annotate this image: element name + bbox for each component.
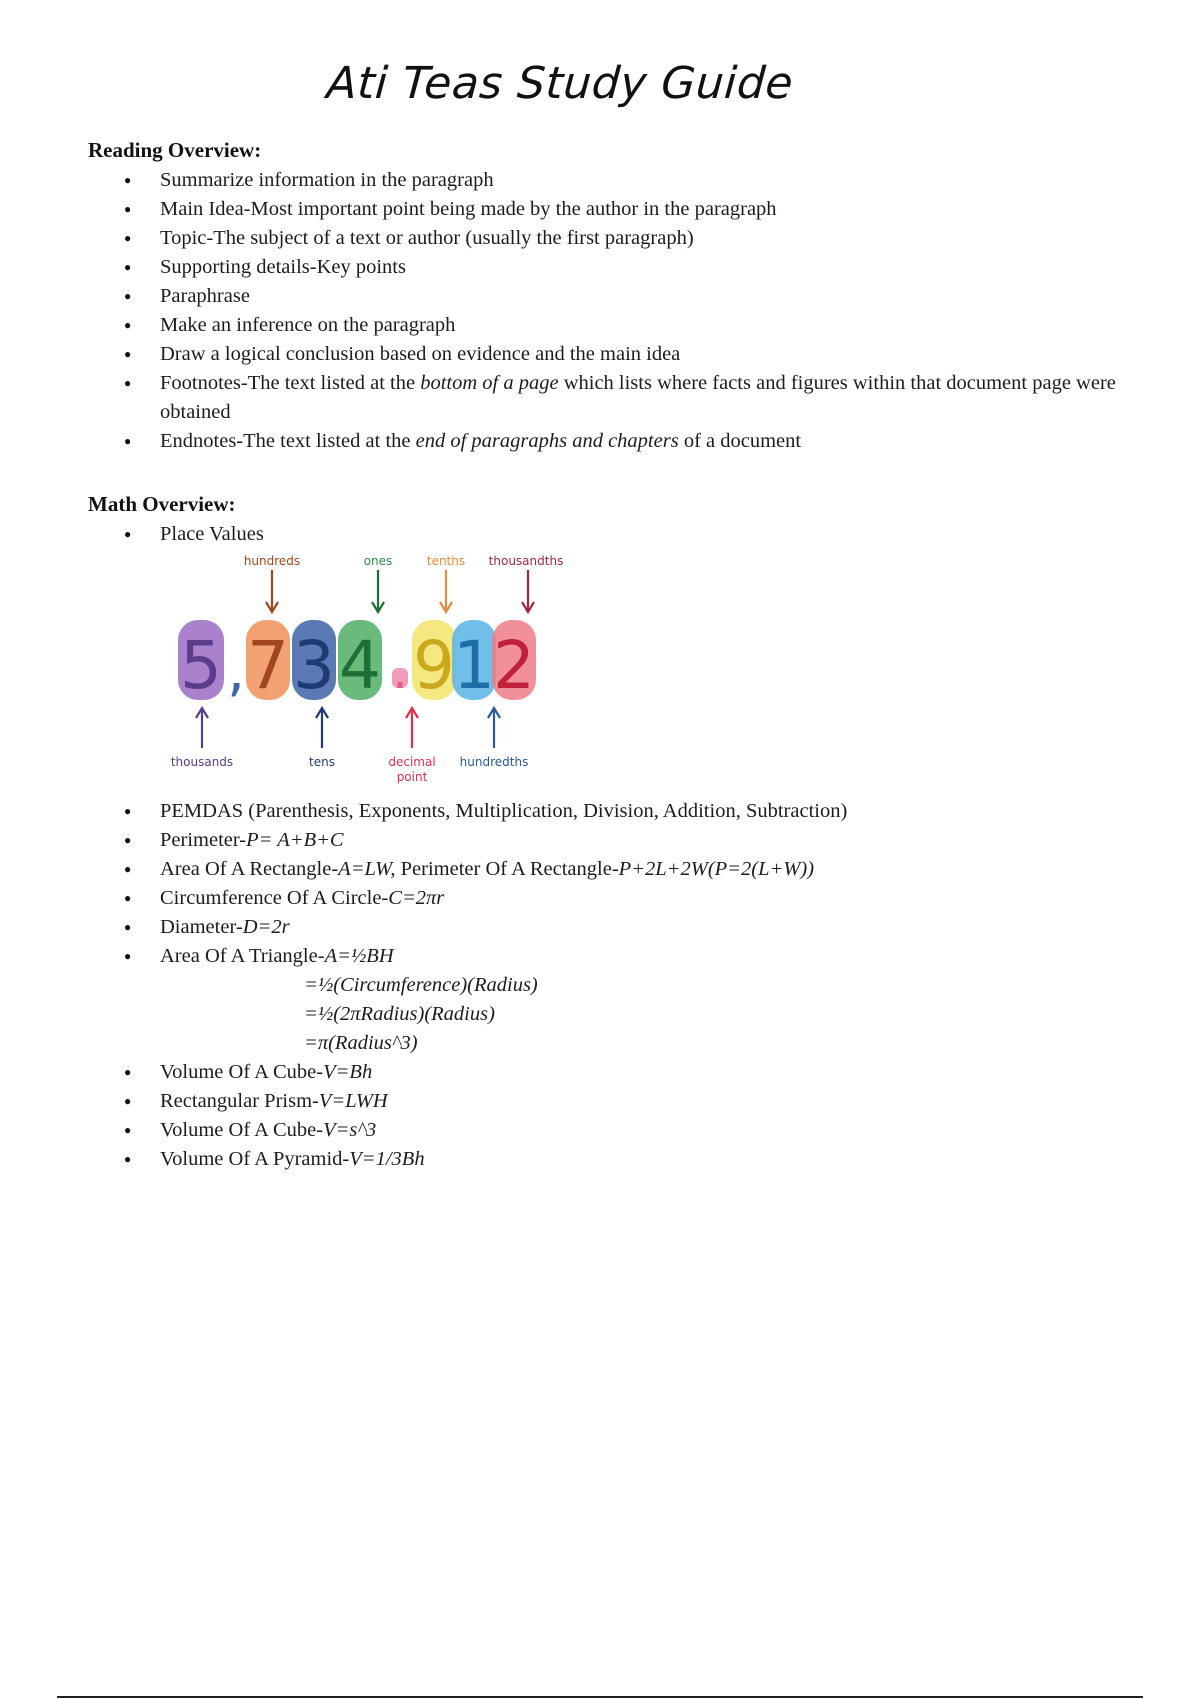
label-thousands: thousands	[170, 755, 234, 769]
list-item-footnotes: ● Footnotes-The text listed at the bottom of a page which lists where facts and figures within that document page were obtained	[88, 369, 1168, 427]
list-item-endnotes: ● Endnotes-The text listed at the end of paragraphs and chapters of a document	[88, 427, 1168, 456]
list-item-triangle: ● Area Of A Triangle-A=½BH	[88, 942, 1168, 971]
place-values-figure	[160, 550, 580, 790]
digit-4: 4	[339, 627, 381, 704]
reading-overview-heading: Reading Overview:	[88, 138, 262, 162]
formula-line: =π(Radius^3)	[304, 1032, 418, 1054]
formula-line: =½(Circumference)(Radius)	[304, 974, 538, 996]
list-item-rectangular-prism: ● Rectangular Prism-V=LWH	[88, 1087, 1168, 1116]
math-overview-heading: Math Overview:	[88, 492, 236, 516]
list-item-pemdas: ● PEMDAS (Parenthesis, Exponents, Multiplication, Division, Addition, Subtraction)	[88, 797, 1168, 826]
list-item: ● Paraphrase	[88, 282, 1168, 311]
digit-3: 3	[293, 627, 335, 704]
math-list-place-values	[88, 520, 1168, 549]
list-item-perimeter: ● Perimeter-P= A+B+C	[88, 826, 1168, 855]
list-item: ● Make an inference on the paragraph	[88, 311, 1168, 340]
list-item: ● Topic-The subject of a text or author (usually the first paragraph)	[88, 224, 1168, 253]
formula-line: =½(2πRadius)(Radius)	[304, 1003, 495, 1025]
list-item-pyramid-volume: ● Volume Of A Pyramid-V=1/3Bh	[88, 1145, 1168, 1174]
list-item: ● Place Values	[88, 520, 1168, 549]
list-item: ● Draw a logical conclusion based on evidence and the main idea	[88, 340, 1168, 369]
list-item-diameter: ● Diameter-D=2r	[88, 913, 1168, 942]
list-item: ● Main Idea-Most important point being made by the author in the paragraph	[88, 195, 1168, 224]
list-item-circumference: ● Circumference Of A Circle-C=2πr	[88, 884, 1168, 913]
digit-1: 1	[453, 627, 495, 704]
volume-list	[88, 1058, 1168, 1174]
reading-list	[88, 166, 1168, 456]
label-point: point	[396, 770, 428, 784]
digit-5: 5	[180, 627, 222, 704]
list-item: ● Summarize information in the paragraph	[88, 166, 1168, 195]
triangle-formula-lines	[304, 971, 538, 1058]
list-item: ● Supporting details-Key points	[88, 253, 1168, 282]
digit-2: 2	[493, 627, 535, 704]
label-tens: tens	[309, 755, 335, 769]
label-hundreds: hundreds	[243, 554, 301, 568]
comma: ,	[227, 639, 245, 704]
label-tenths: tenths	[426, 554, 466, 568]
bottom-rule	[57, 1696, 1143, 1698]
list-item-cube-volume-2: ● Volume Of A Cube-V=s^3	[88, 1116, 1168, 1145]
list-item-rectangle: ● Area Of A Rectangle-A=LW, Perimeter Of A Rectangle-P+2L+2W(P=2(L+W))	[88, 855, 1168, 884]
page-title: Ati Teas Study Guide	[325, 58, 795, 109]
math-formula-list	[88, 797, 1168, 971]
label-ones: ones	[363, 554, 393, 568]
list-item-cube-volume: ● Volume Of A Cube-V=Bh	[88, 1058, 1168, 1087]
label-hundredths: hundredths	[459, 755, 529, 769]
decimal-point: .	[392, 644, 408, 700]
digit-7: 7	[247, 627, 289, 704]
label-decimal: decimal	[388, 755, 436, 769]
label-thousandths: thousandths	[488, 554, 564, 568]
digit-9: 9	[413, 627, 455, 704]
